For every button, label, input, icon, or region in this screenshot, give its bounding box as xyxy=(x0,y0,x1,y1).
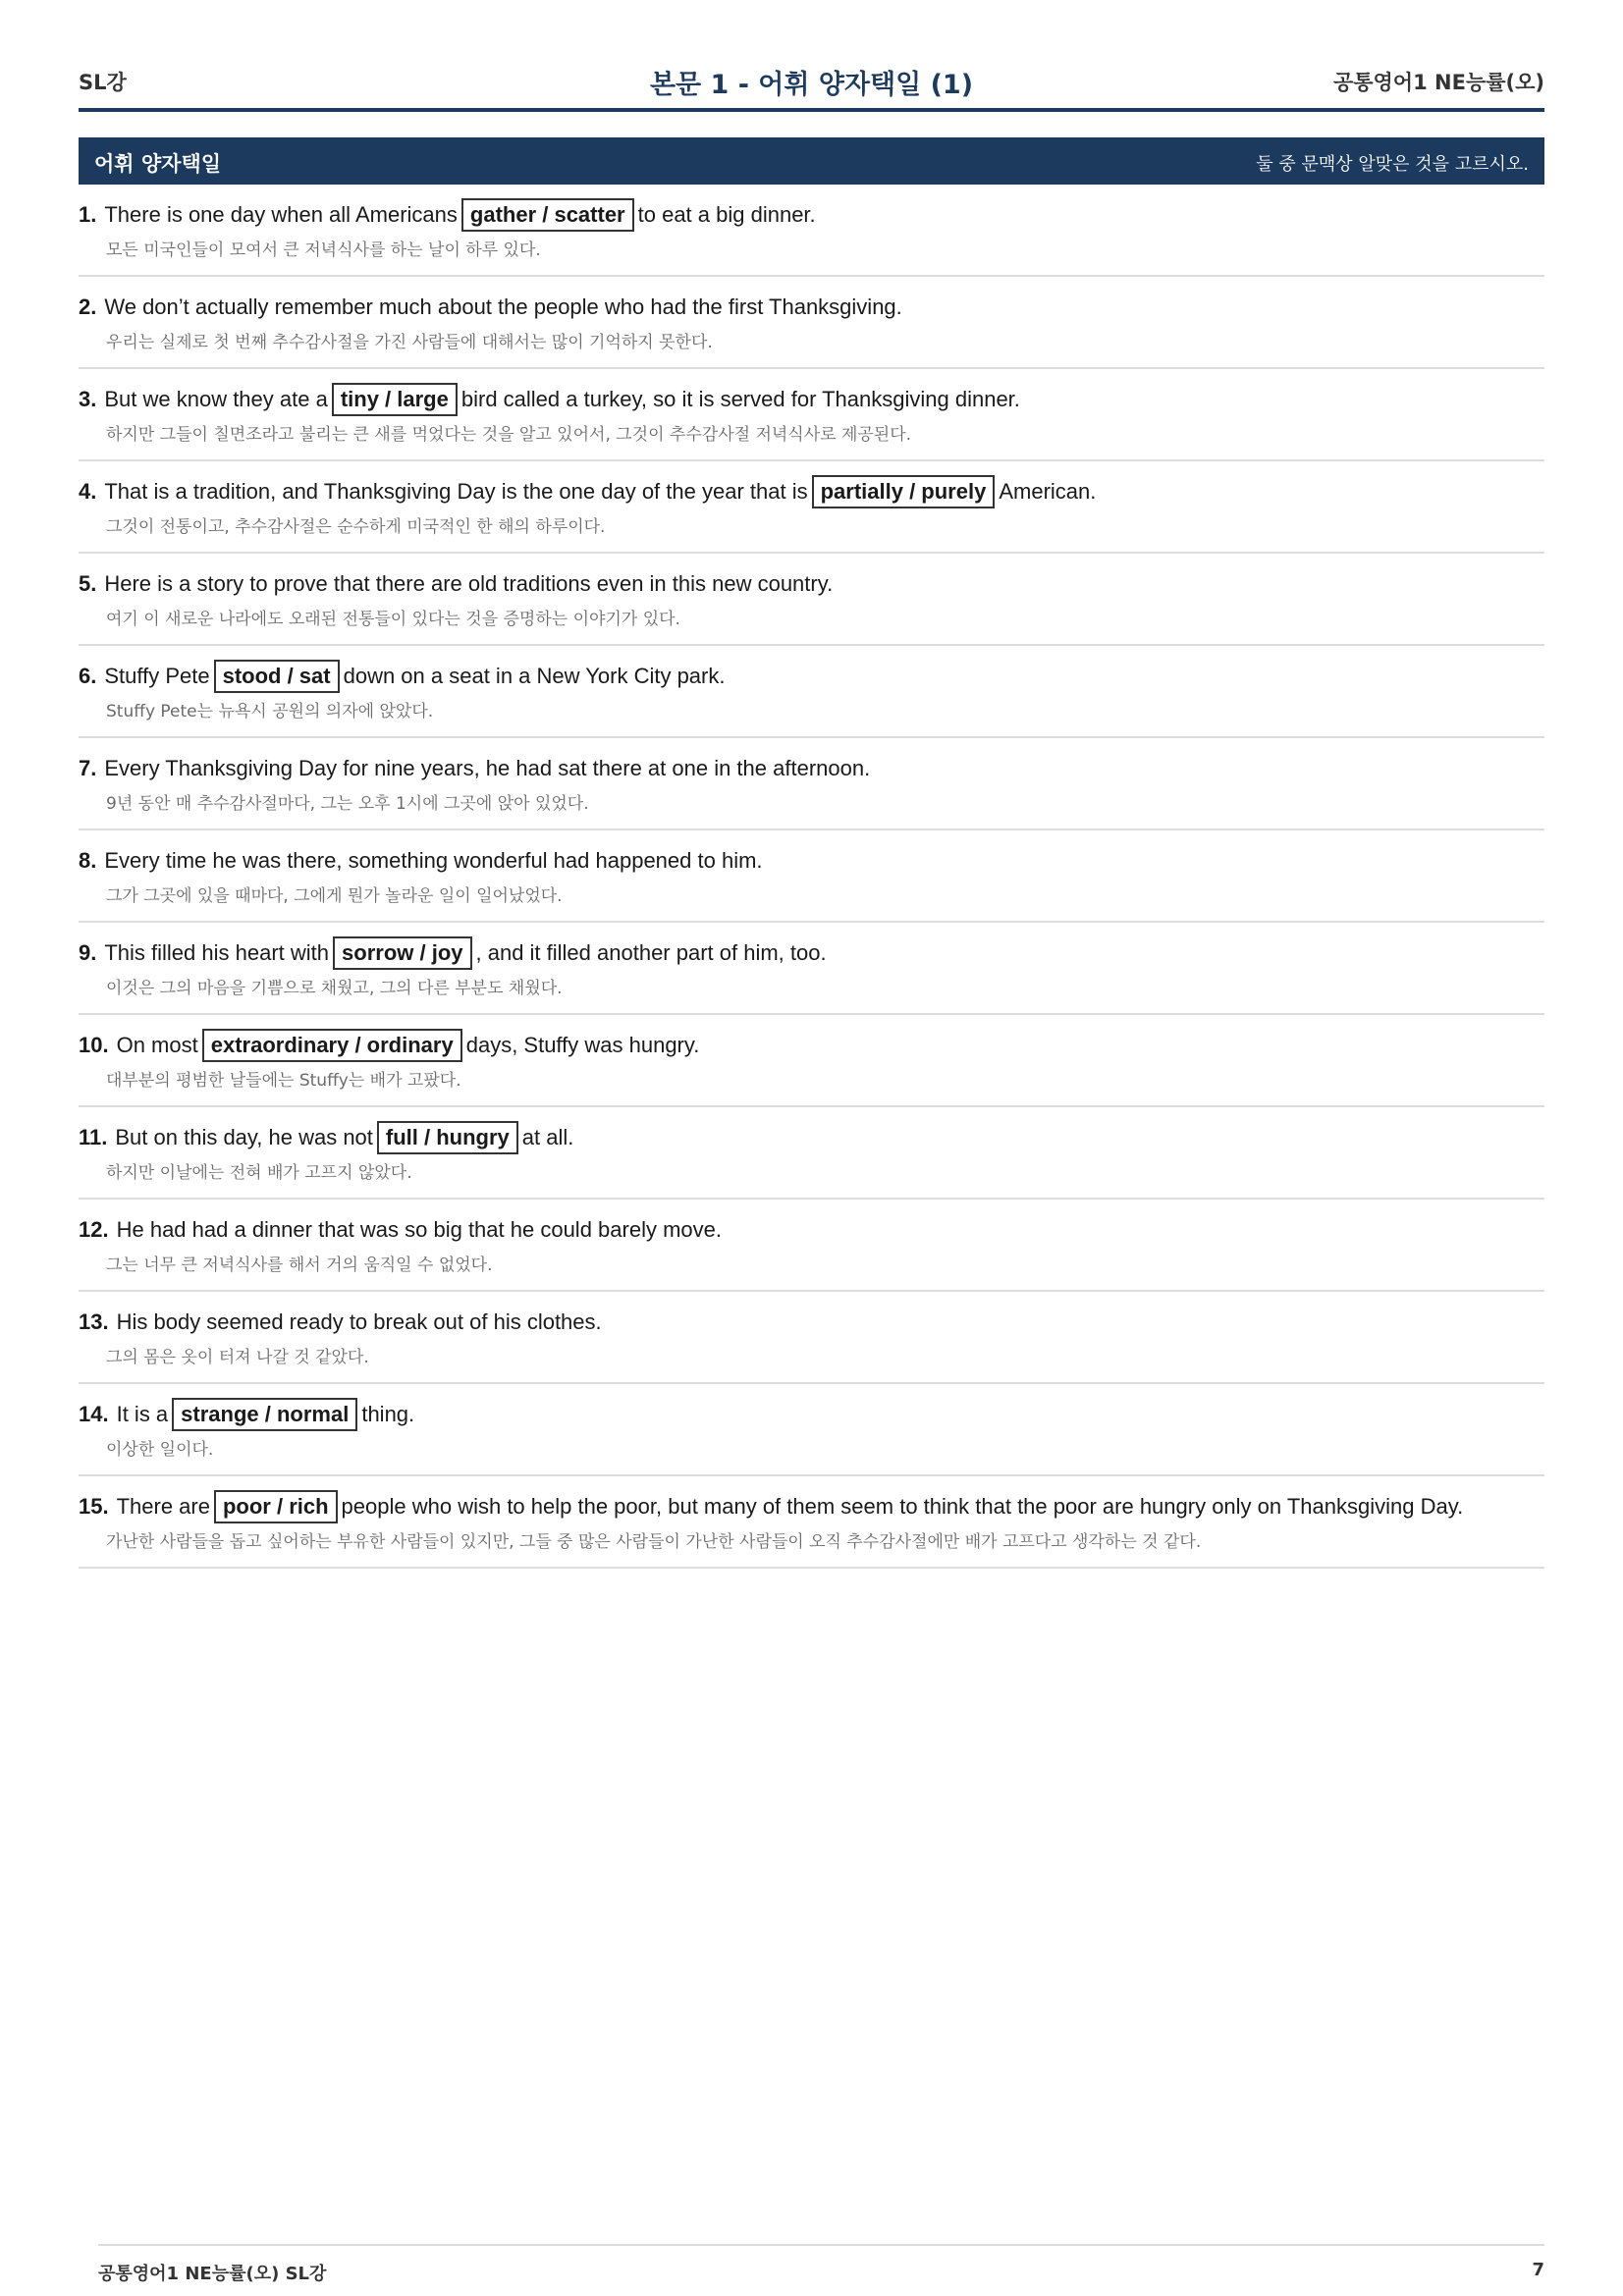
sentence-text-before: But on this day, he was not xyxy=(115,1125,373,1149)
question-item xyxy=(79,369,1544,461)
question-item xyxy=(79,830,1544,923)
sentence-text-after: to eat a big dinner. xyxy=(637,202,816,227)
sentence-text-after: days, Stuffy was hungry. xyxy=(465,1033,700,1057)
english-sentence xyxy=(79,1121,573,1154)
question-item xyxy=(79,1107,1544,1200)
sentence-text-after: , and it filled another part of him, too. xyxy=(475,940,827,965)
sentence-text-after: down on a seat in a New York City park. xyxy=(343,664,726,688)
english-sentence xyxy=(79,936,827,970)
korean-translation: 이상한 일이다. xyxy=(106,1440,214,1460)
sentence-text-before: That is a tradition, and Thanksgiving Day is the one day of the year that is xyxy=(104,479,808,504)
english-sentence xyxy=(79,198,816,232)
question-number: 3. xyxy=(79,387,97,411)
sentence-text-before: His body seemed ready to break out of his clothes. xyxy=(116,1309,602,1334)
sentence-text-before: There is one day when all Americans xyxy=(104,202,458,227)
question-number: 12. xyxy=(79,1217,109,1242)
english-sentence xyxy=(79,1029,699,1062)
korean-translation: 가난한 사람들을 돕고 싶어하는 부유한 사람들이 있지만, 그들 중 많은 사람들이 가난한 사람들이 오직 추수감사절에만 배가 고프다고 생각하는 것 같다. xyxy=(106,1532,1202,1552)
question-item xyxy=(79,185,1544,277)
korean-translation: 우리는 실제로 첫 번째 추수감사절을 가진 사람들에 대해서는 많이 기억하지 못한다. xyxy=(106,333,713,352)
question-number: 1. xyxy=(79,202,97,227)
question-item xyxy=(79,738,1544,830)
sentence-text-before: Every time he was there, something wonderful had happened to him. xyxy=(104,848,763,873)
english-sentence xyxy=(79,1398,414,1431)
page-title: 본문 1 - 어휘 양자택일 (1) xyxy=(649,70,974,100)
sentence-text-after: at all. xyxy=(521,1125,574,1149)
english-sentence xyxy=(79,1490,1463,1523)
question-number: 13. xyxy=(79,1309,109,1334)
sentence-text-before: Here is a story to prove that there are old traditions even in this new country. xyxy=(104,571,834,596)
question-list xyxy=(79,185,1544,1569)
korean-translation: Stuffy Pete는 뉴욕시 공원의 의자에 앉았다. xyxy=(106,702,434,721)
sentence-text-before: Every Thanksgiving Day for nine years, he had sat there at one in the afternoon. xyxy=(104,756,871,780)
sentence-text-after: thing. xyxy=(361,1402,415,1426)
sentence-text-before: It is a xyxy=(116,1402,169,1426)
question-item xyxy=(79,1200,1544,1292)
english-sentence xyxy=(79,567,833,601)
english-sentence xyxy=(79,1213,722,1247)
page-number: 7 xyxy=(1532,2260,1544,2280)
word-choice-box[interactable]: extraordinary / ordinary xyxy=(202,1029,462,1062)
question-number: 8. xyxy=(79,848,97,873)
question-number: 7. xyxy=(79,756,97,780)
question-item xyxy=(79,1015,1544,1107)
question-number: 5. xyxy=(79,571,97,596)
question-number: 11. xyxy=(79,1125,108,1149)
english-sentence xyxy=(79,660,725,693)
sentence-text-before: Stuffy Pete xyxy=(104,664,210,688)
sentence-text-before: There are xyxy=(116,1494,210,1519)
footer-label: 공통영어1 NE능률(오) SL강 xyxy=(98,2264,327,2284)
korean-translation: 9년 동안 매 추수감사절마다, 그는 오후 1시에 그곳에 앉아 있었다. xyxy=(106,794,589,814)
word-choice-box[interactable]: sorrow / joy xyxy=(333,936,471,970)
english-sentence xyxy=(79,291,902,324)
english-sentence xyxy=(79,844,763,878)
sentence-text-before: He had had a dinner that was so big that he could barely move. xyxy=(116,1217,722,1242)
korean-translation: 하지만 이날에는 전혀 배가 고프지 않았다. xyxy=(106,1163,412,1183)
english-sentence xyxy=(79,383,1020,416)
korean-translation: 모든 미국인들이 모여서 큰 저녁식사를 하는 날이 하루 있다. xyxy=(106,240,541,260)
question-item xyxy=(79,1384,1544,1476)
english-sentence xyxy=(79,1306,602,1339)
page-footer xyxy=(98,2244,1544,2285)
question-item xyxy=(79,461,1544,554)
header-textbook-label: 공통영어1 NE능률(오) xyxy=(1332,71,1544,94)
question-item xyxy=(79,1292,1544,1384)
sentence-text-before: On most xyxy=(116,1033,198,1057)
section-title: 어휘 양자택일 xyxy=(94,152,222,176)
sentence-text-before: But we know they ate a xyxy=(104,387,328,411)
question-item xyxy=(79,1476,1544,1569)
korean-translation: 하지만 그들이 칠면조라고 불리는 큰 새를 먹었다는 것을 알고 있어서, 그것이 추수감사절 저녁식사로 제공된다. xyxy=(106,425,912,445)
english-sentence xyxy=(79,752,870,785)
question-number: 10. xyxy=(79,1033,109,1057)
sentence-text-before: We don’t actually remember much about the people who had the first Thanksgiving. xyxy=(104,294,902,319)
question-item xyxy=(79,923,1544,1015)
word-choice-box[interactable]: gather / scatter xyxy=(461,198,634,232)
korean-translation: 대부분의 평범한 날들에는 Stuffy는 배가 고팠다. xyxy=(106,1071,461,1091)
word-choice-box[interactable]: strange / normal xyxy=(172,1398,357,1431)
section-instruction: 둘 중 문맥상 알맞은 것을 고르시오. xyxy=(1256,154,1529,175)
word-choice-box[interactable]: partially / purely xyxy=(812,475,996,508)
word-choice-box[interactable]: poor / rich xyxy=(214,1490,338,1523)
section-bar xyxy=(79,137,1544,185)
korean-translation: 여기 이 새로운 나라에도 오래된 전통들이 있다는 것을 증명하는 이야기가 있다. xyxy=(106,610,680,629)
sentence-text-after: people who wish to help the poor, but many of them seem to think that the poor are hungry only on Thanksgiving Day. xyxy=(341,1494,1464,1519)
sentence-text-after: bird called a turkey, so it is served for Thanksgiving dinner. xyxy=(460,387,1020,411)
question-item xyxy=(79,646,1544,738)
word-choice-box[interactable]: full / hungry xyxy=(377,1121,518,1154)
sentence-text-before: This filled his heart with xyxy=(104,940,330,965)
korean-translation: 그의 몸은 옷이 터져 나갈 것 같았다. xyxy=(106,1348,369,1367)
sentence-text-after: American. xyxy=(999,479,1097,504)
word-choice-box[interactable]: tiny / large xyxy=(332,383,458,416)
question-item xyxy=(79,277,1544,369)
word-choice-box[interactable]: stood / sat xyxy=(214,660,340,693)
korean-translation: 그는 너무 큰 저녁식사를 해서 거의 움직일 수 없었다. xyxy=(106,1255,493,1275)
question-number: 9. xyxy=(79,940,97,965)
question-number: 15. xyxy=(79,1494,109,1519)
question-item xyxy=(79,554,1544,646)
question-number: 4. xyxy=(79,479,97,504)
korean-translation: 그가 그곳에 있을 때마다, 그에게 뭔가 놀라운 일이 일어났었다. xyxy=(106,886,563,906)
page-header xyxy=(79,61,1544,112)
question-number: 2. xyxy=(79,294,97,319)
english-sentence xyxy=(79,475,1096,508)
korean-translation: 이것은 그의 마음을 기쁨으로 채웠고, 그의 다른 부분도 채웠다. xyxy=(106,979,563,998)
korean-translation: 그것이 전통이고, 추수감사절은 순수하게 미국적인 한 해의 하루이다. xyxy=(106,517,606,537)
header-course-label: SL강 xyxy=(79,71,127,94)
question-number: 6. xyxy=(79,664,97,688)
question-number: 14. xyxy=(79,1402,109,1426)
